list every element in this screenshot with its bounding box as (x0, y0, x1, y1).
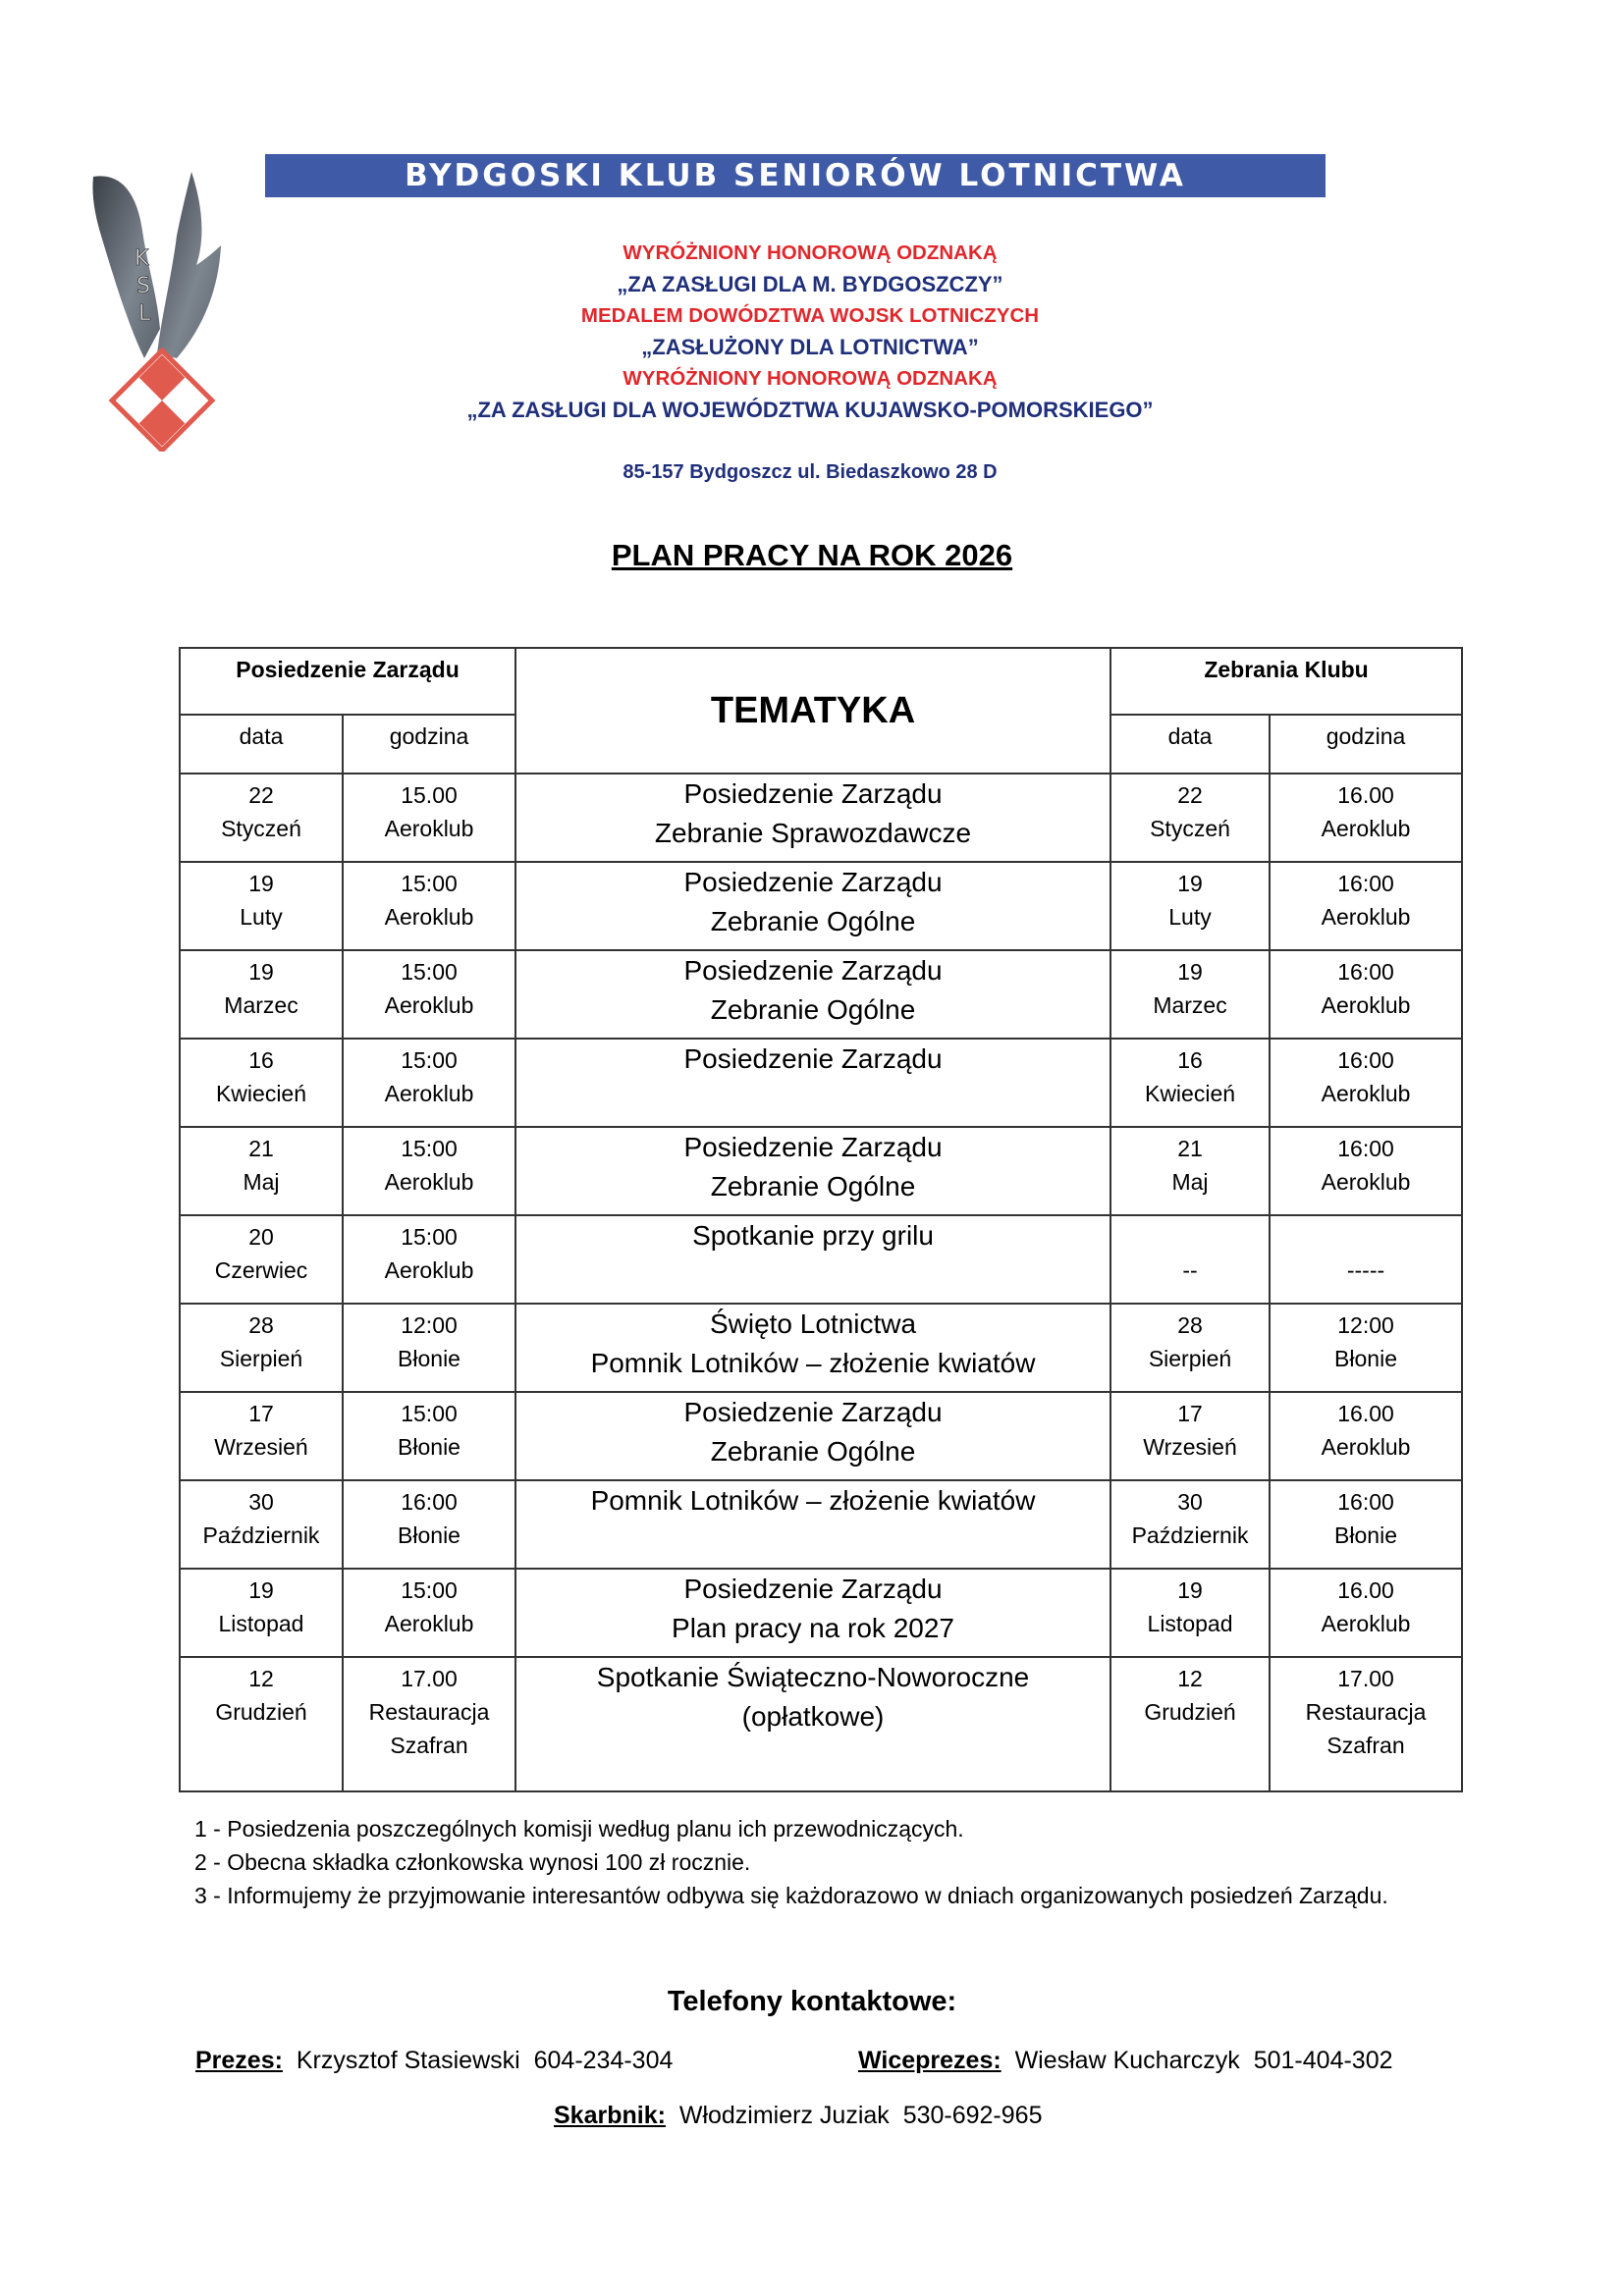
club-time-cell-line: Aeroklub (1321, 1081, 1411, 1106)
board-time-cell-line: Aeroklub (384, 992, 474, 1018)
board-date-cell-line: 16 (248, 1047, 274, 1073)
board-time-cell-line: 15:00 (401, 1577, 458, 1603)
board-date-cell-line: 20 (248, 1224, 274, 1250)
board-date-cell-line: 22 (248, 782, 274, 808)
honor-line: MEDALEM DOWÓDZTWA WOJSK LOTNICZYCH (580, 304, 1040, 327)
club-date-cell (1110, 1039, 1270, 1127)
board-date-cell (180, 862, 343, 950)
board-time-cell (343, 1039, 515, 1127)
club-date-cell-line: 22 (1177, 782, 1203, 808)
board-date-cell-line: 17 (248, 1401, 274, 1426)
board-date-cell-line: 19 (248, 959, 274, 985)
club-time-cell (1270, 862, 1462, 950)
topic-cell (515, 1304, 1110, 1392)
board-time-cell-line: 17.00 (401, 1666, 458, 1691)
notes (194, 1812, 1471, 1912)
table-row (180, 1215, 1462, 1304)
table-row (180, 950, 1462, 1039)
club-time-cell (1270, 1039, 1462, 1127)
contact-president (195, 2047, 673, 2075)
board-date-cell (180, 1039, 343, 1127)
board-date-cell (180, 1215, 343, 1304)
board-date-cell (180, 1480, 343, 1569)
board-date-cell-line: Maj (243, 1169, 280, 1195)
board-time-cell (343, 1215, 515, 1304)
board-time-cell (343, 774, 515, 862)
contact-role: Skarbnik: (554, 2102, 666, 2129)
club-time-cell (1270, 1127, 1462, 1215)
honor-line: WYRÓŻNIONY HONOROWĄ ODZNAKĄ (623, 367, 998, 390)
contacts-title: Telefony kontaktowe: (667, 1986, 957, 2017)
board-time-cell-line: Aeroklub (384, 1169, 474, 1195)
honor-line: „ZASŁUŻONY DLA LOTNICTWA” (641, 335, 979, 359)
club-time-cell-line: 16:00 (1337, 1136, 1394, 1161)
header-date: data (180, 715, 343, 774)
topic-cell-line (518, 1079, 1108, 1118)
topic-cell-line: Posiedzenie Zarządu (683, 1574, 943, 1604)
header-club-meeting: Zebrania Klubu (1110, 648, 1462, 715)
board-time-cell (343, 1392, 515, 1480)
club-time-cell-line: 16:00 (1337, 1489, 1394, 1515)
board-time-cell (343, 1569, 515, 1657)
board-time-cell-line: Błonie (398, 1522, 460, 1548)
board-time-cell-line: 12:00 (401, 1312, 458, 1338)
topic-cell-line (518, 1521, 1108, 1560)
topic-cell-line: Posiedzenie Zarządu (683, 1043, 943, 1074)
board-date-cell (180, 1304, 343, 1392)
club-time-cell-line: 16.00 (1337, 1577, 1394, 1603)
topic-cell-line: Posiedzenie Zarządu (683, 867, 943, 897)
board-date-cell-line: Marzec (224, 992, 298, 1018)
club-date-cell (1110, 1480, 1270, 1569)
board-time-cell-line: 16:00 (401, 1489, 458, 1515)
club-time-cell-line: Błonie (1334, 1346, 1397, 1371)
club-date-cell-line: 19 (1177, 871, 1203, 896)
club-date-cell (1110, 1657, 1270, 1791)
contact-name: Wiesław Kucharczyk (1014, 2047, 1240, 2074)
table-row (180, 1304, 1462, 1392)
club-time-cell (1270, 1215, 1462, 1304)
club-banner: BYDGOSKI KLUB SENIORÓW LOTNICTWA (265, 154, 1326, 197)
club-date-cell-line: Wrzesień (1143, 1434, 1237, 1460)
topic-cell-line: Spotkanie przy grilu (692, 1220, 934, 1251)
club-date-cell-line: Luty (1168, 904, 1212, 930)
club-time-cell (1270, 950, 1462, 1039)
club-time-cell-line: 16:00 (1337, 959, 1394, 985)
club-logo (83, 157, 231, 452)
board-date-cell (180, 1392, 343, 1480)
club-time-cell-line: 16:00 (1337, 1047, 1394, 1073)
topic-cell (515, 1392, 1110, 1480)
club-time-cell (1270, 1480, 1462, 1569)
board-date-cell-line: 28 (248, 1312, 274, 1338)
topic-cell-line: Święto Lotnictwa (709, 1308, 917, 1339)
board-time-cell (343, 1480, 515, 1569)
topic-cell (515, 1480, 1110, 1569)
table-row (180, 862, 1462, 950)
club-time-cell (1270, 1657, 1462, 1791)
club-date-cell-line: Styczeń (1150, 816, 1230, 841)
board-date-cell-line: 19 (248, 1577, 274, 1603)
topic-cell (515, 1215, 1110, 1304)
club-date-cell-line: Październik (1131, 1522, 1249, 1548)
topic-cell (515, 1657, 1110, 1791)
table-row (180, 1392, 1462, 1480)
topic-cell-line: Posiedzenie Zarządu (683, 955, 943, 986)
board-date-cell-line: Czerwiec (214, 1257, 308, 1283)
honor-line: „ZA ZASŁUGI DLA M. BYDGOSZCZY” (617, 272, 1003, 296)
club-time-cell-line: 16:00 (1337, 871, 1394, 896)
club-date-cell (1110, 950, 1270, 1039)
board-time-cell-line: Szafran (390, 1733, 468, 1758)
header-time: godzina (1270, 715, 1462, 774)
topic-cell-line: Zebranie Ogólne (710, 1171, 916, 1201)
topic-cell-line: Spotkanie Świąteczno-Noworoczne (596, 1662, 1030, 1692)
board-date-cell (180, 1127, 343, 1215)
topic-cell-line: Plan pracy na rok 2027 (672, 1613, 954, 1643)
club-time-cell-line: 16.00 (1337, 1401, 1394, 1426)
board-date-cell-line: Sierpień (219, 1346, 303, 1371)
honor-line: „ZA ZASŁUGI DLA WOJEWÓDZTWA KUJAWSKO-POMORSKIEGO” (466, 398, 1154, 422)
board-date-cell (180, 950, 343, 1039)
board-time-cell-line: 15.00 (401, 782, 458, 808)
club-time-cell-line (1272, 1220, 1459, 1254)
contact-phone: 501-404-302 (1253, 2047, 1393, 2074)
board-date-cell-line: Grudzień (215, 1699, 307, 1725)
board-time-cell-line: Aeroklub (384, 1611, 474, 1636)
club-time-cell-line: ----- (1346, 1257, 1385, 1283)
club-time-cell-line: Szafran (1326, 1733, 1405, 1758)
club-time-cell-line: Błonie (1334, 1522, 1397, 1548)
club-time-cell-line: Aeroklub (1321, 1611, 1411, 1636)
club-date-cell-line: 17 (1177, 1401, 1203, 1426)
contact-vice-president (858, 2047, 1393, 2075)
board-date-cell-line: Kwiecień (215, 1081, 307, 1106)
note-item: 1 - Posiedzenia poszczególnych komisji według planu ich przewodniczących. (194, 1816, 964, 1842)
svg-text:K: K (135, 246, 149, 271)
club-date-cell-line: Listopad (1147, 1611, 1233, 1636)
topic-cell (515, 862, 1110, 950)
contact-role: Wiceprezes: (858, 2047, 1001, 2074)
topic-cell-line: Zebranie Ogólne (710, 906, 916, 936)
contact-name: Krzysztof Stasiewski (296, 2047, 520, 2074)
club-date-cell-line: 19 (1177, 959, 1203, 985)
table-row (180, 1480, 1462, 1569)
table-row (180, 774, 1462, 862)
club-time-cell (1270, 1569, 1462, 1657)
table-row (180, 1127, 1462, 1215)
club-date-cell-line: Grudzień (1144, 1699, 1236, 1725)
board-date-cell-line: 12 (248, 1666, 274, 1691)
club-date-cell-line: Marzec (1153, 992, 1227, 1018)
club-date-cell-line: 12 (1177, 1666, 1203, 1691)
header-topic: TEMATYKA (515, 648, 1110, 774)
board-time-cell (343, 1304, 515, 1392)
board-date-cell-line: 30 (248, 1489, 274, 1515)
board-date-cell-line: Styczeń (221, 816, 301, 841)
board-time-cell (343, 862, 515, 950)
board-time-cell (343, 950, 515, 1039)
club-time-cell-line: 12:00 (1337, 1312, 1394, 1338)
club-date-cell-line: 30 (1177, 1489, 1203, 1515)
board-date-cell (180, 1569, 343, 1657)
board-time-cell-line: Restauracja (368, 1699, 490, 1725)
board-date-cell-line: Wrzesień (214, 1434, 308, 1460)
board-time-cell-line: Błonie (398, 1434, 460, 1460)
svg-text:L: L (138, 301, 151, 326)
board-date-cell-line: Listopad (218, 1611, 304, 1636)
contact-phone: 530-692-965 (902, 2102, 1043, 2129)
page-title: PLAN PRACY NA ROK 2026 (611, 538, 1013, 572)
club-date-cell-line: 19 (1177, 1577, 1203, 1603)
topic-cell-line (518, 1255, 1108, 1295)
club-date-cell (1110, 774, 1270, 862)
board-time-cell-line: Aeroklub (384, 1081, 474, 1106)
topic-cell-line: Pomnik Lotników – złożenie kwiatów (590, 1485, 1036, 1516)
topic-cell-line: (opłatkowe) (741, 1701, 885, 1732)
club-date-cell-line: 16 (1177, 1047, 1203, 1073)
club-date-cell-line: 28 (1177, 1312, 1203, 1338)
club-time-cell (1270, 1304, 1462, 1392)
topic-cell-line: Posiedzenie Zarządu (683, 778, 943, 809)
club-date-cell (1110, 1569, 1270, 1657)
header-board-meeting: Posiedzenie Zarządu (180, 648, 515, 715)
board-date-cell-line: Luty (240, 904, 283, 930)
board-time-cell (343, 1127, 515, 1215)
board-time-cell-line: Aeroklub (384, 1257, 474, 1283)
board-time-cell-line: 15:00 (401, 959, 458, 985)
board-time-cell-line: Błonie (398, 1346, 460, 1371)
club-date-cell (1110, 1127, 1270, 1215)
honor-line: WYRÓŻNIONY HONOROWĄ ODZNAKĄ (623, 241, 998, 264)
topic-cell (515, 1127, 1110, 1215)
club-date-cell-line: 21 (1177, 1136, 1203, 1161)
contact-treasurer (554, 2102, 1042, 2130)
club-date-cell-line: Sierpień (1148, 1346, 1232, 1371)
topic-cell-line: Posiedzenie Zarządu (683, 1397, 943, 1427)
topic-cell (515, 950, 1110, 1039)
note-item: 3 - Informujemy że przyjmowanie interesantów odbywa się każdorazowo w dniach organizowanych posiedzeń Zarządu. (194, 1883, 1388, 1908)
table-row (180, 1657, 1462, 1791)
board-date-cell-line: 19 (248, 871, 274, 896)
topic-cell-line: Posiedzenie Zarządu (683, 1132, 943, 1162)
board-date-cell (180, 1657, 343, 1791)
club-time-cell-line: Aeroklub (1321, 1434, 1411, 1460)
topic-cell (515, 774, 1110, 862)
contact-name: Włodzimierz Juziak (678, 2102, 890, 2129)
club-time-cell-line: Aeroklub (1321, 1169, 1411, 1195)
club-time-cell-line: Aeroklub (1321, 992, 1411, 1018)
board-time-cell-line: 15:00 (401, 1047, 458, 1073)
header-date: data (1110, 715, 1270, 774)
topic-cell-line: Zebranie Ogólne (710, 994, 916, 1025)
club-time-cell-line: Aeroklub (1321, 904, 1411, 930)
club-time-cell (1270, 774, 1462, 862)
club-date-cell (1110, 1215, 1270, 1304)
board-time-cell-line: 15:00 (401, 1401, 458, 1426)
club-date-cell (1110, 1392, 1270, 1480)
club-time-cell-line: Restauracja (1305, 1699, 1427, 1725)
header-time: godzina (343, 715, 515, 774)
schedule-table (179, 647, 1463, 1792)
board-time-cell (343, 1657, 515, 1791)
svg-text:S: S (136, 274, 150, 298)
wing-logo-icon (83, 157, 231, 452)
board-time-cell-line: 15:00 (401, 1136, 458, 1161)
board-date-cell-line: Październik (202, 1522, 320, 1548)
club-date-cell-line: Kwiecień (1144, 1081, 1236, 1106)
club-date-cell-line: Maj (1171, 1169, 1209, 1195)
board-time-cell-line: 15:00 (401, 1224, 458, 1250)
honors-block (295, 238, 1326, 426)
board-date-cell (180, 774, 343, 862)
board-time-cell-line: Aeroklub (384, 904, 474, 930)
topic-cell (515, 1569, 1110, 1657)
club-time-cell-line: 17.00 (1337, 1666, 1394, 1691)
board-time-cell-line: 15:00 (401, 871, 458, 896)
topic-cell (515, 1039, 1110, 1127)
topic-cell-line: Pomnik Lotników – złożenie kwiatów (590, 1348, 1036, 1378)
board-date-cell-line: 21 (248, 1136, 274, 1161)
contact-role: Prezes: (195, 2047, 283, 2074)
board-time-cell-line: Aeroklub (384, 816, 474, 841)
note-item: 2 - Obecna składka członkowska wynosi 100 zł rocznie. (194, 1849, 751, 1875)
contact-phone: 604-234-304 (533, 2047, 674, 2074)
club-time-cell (1270, 1392, 1462, 1480)
club-address: 85-157 Bydgoszcz ul. Biedaszkowo 28 D (623, 461, 998, 483)
topic-cell-line: Zebranie Ogólne (710, 1436, 916, 1467)
club-date-cell (1110, 1304, 1270, 1392)
table-row (180, 1039, 1462, 1127)
topic-cell-line: Zebranie Sprawozdawcze (654, 818, 972, 848)
club-time-cell-line: Aeroklub (1321, 816, 1411, 841)
table-row (180, 1569, 1462, 1657)
club-date-cell-line (1113, 1220, 1267, 1254)
club-time-cell-line: 16.00 (1337, 782, 1394, 808)
club-date-cell (1110, 862, 1270, 950)
club-date-cell-line: -- (1182, 1257, 1198, 1283)
